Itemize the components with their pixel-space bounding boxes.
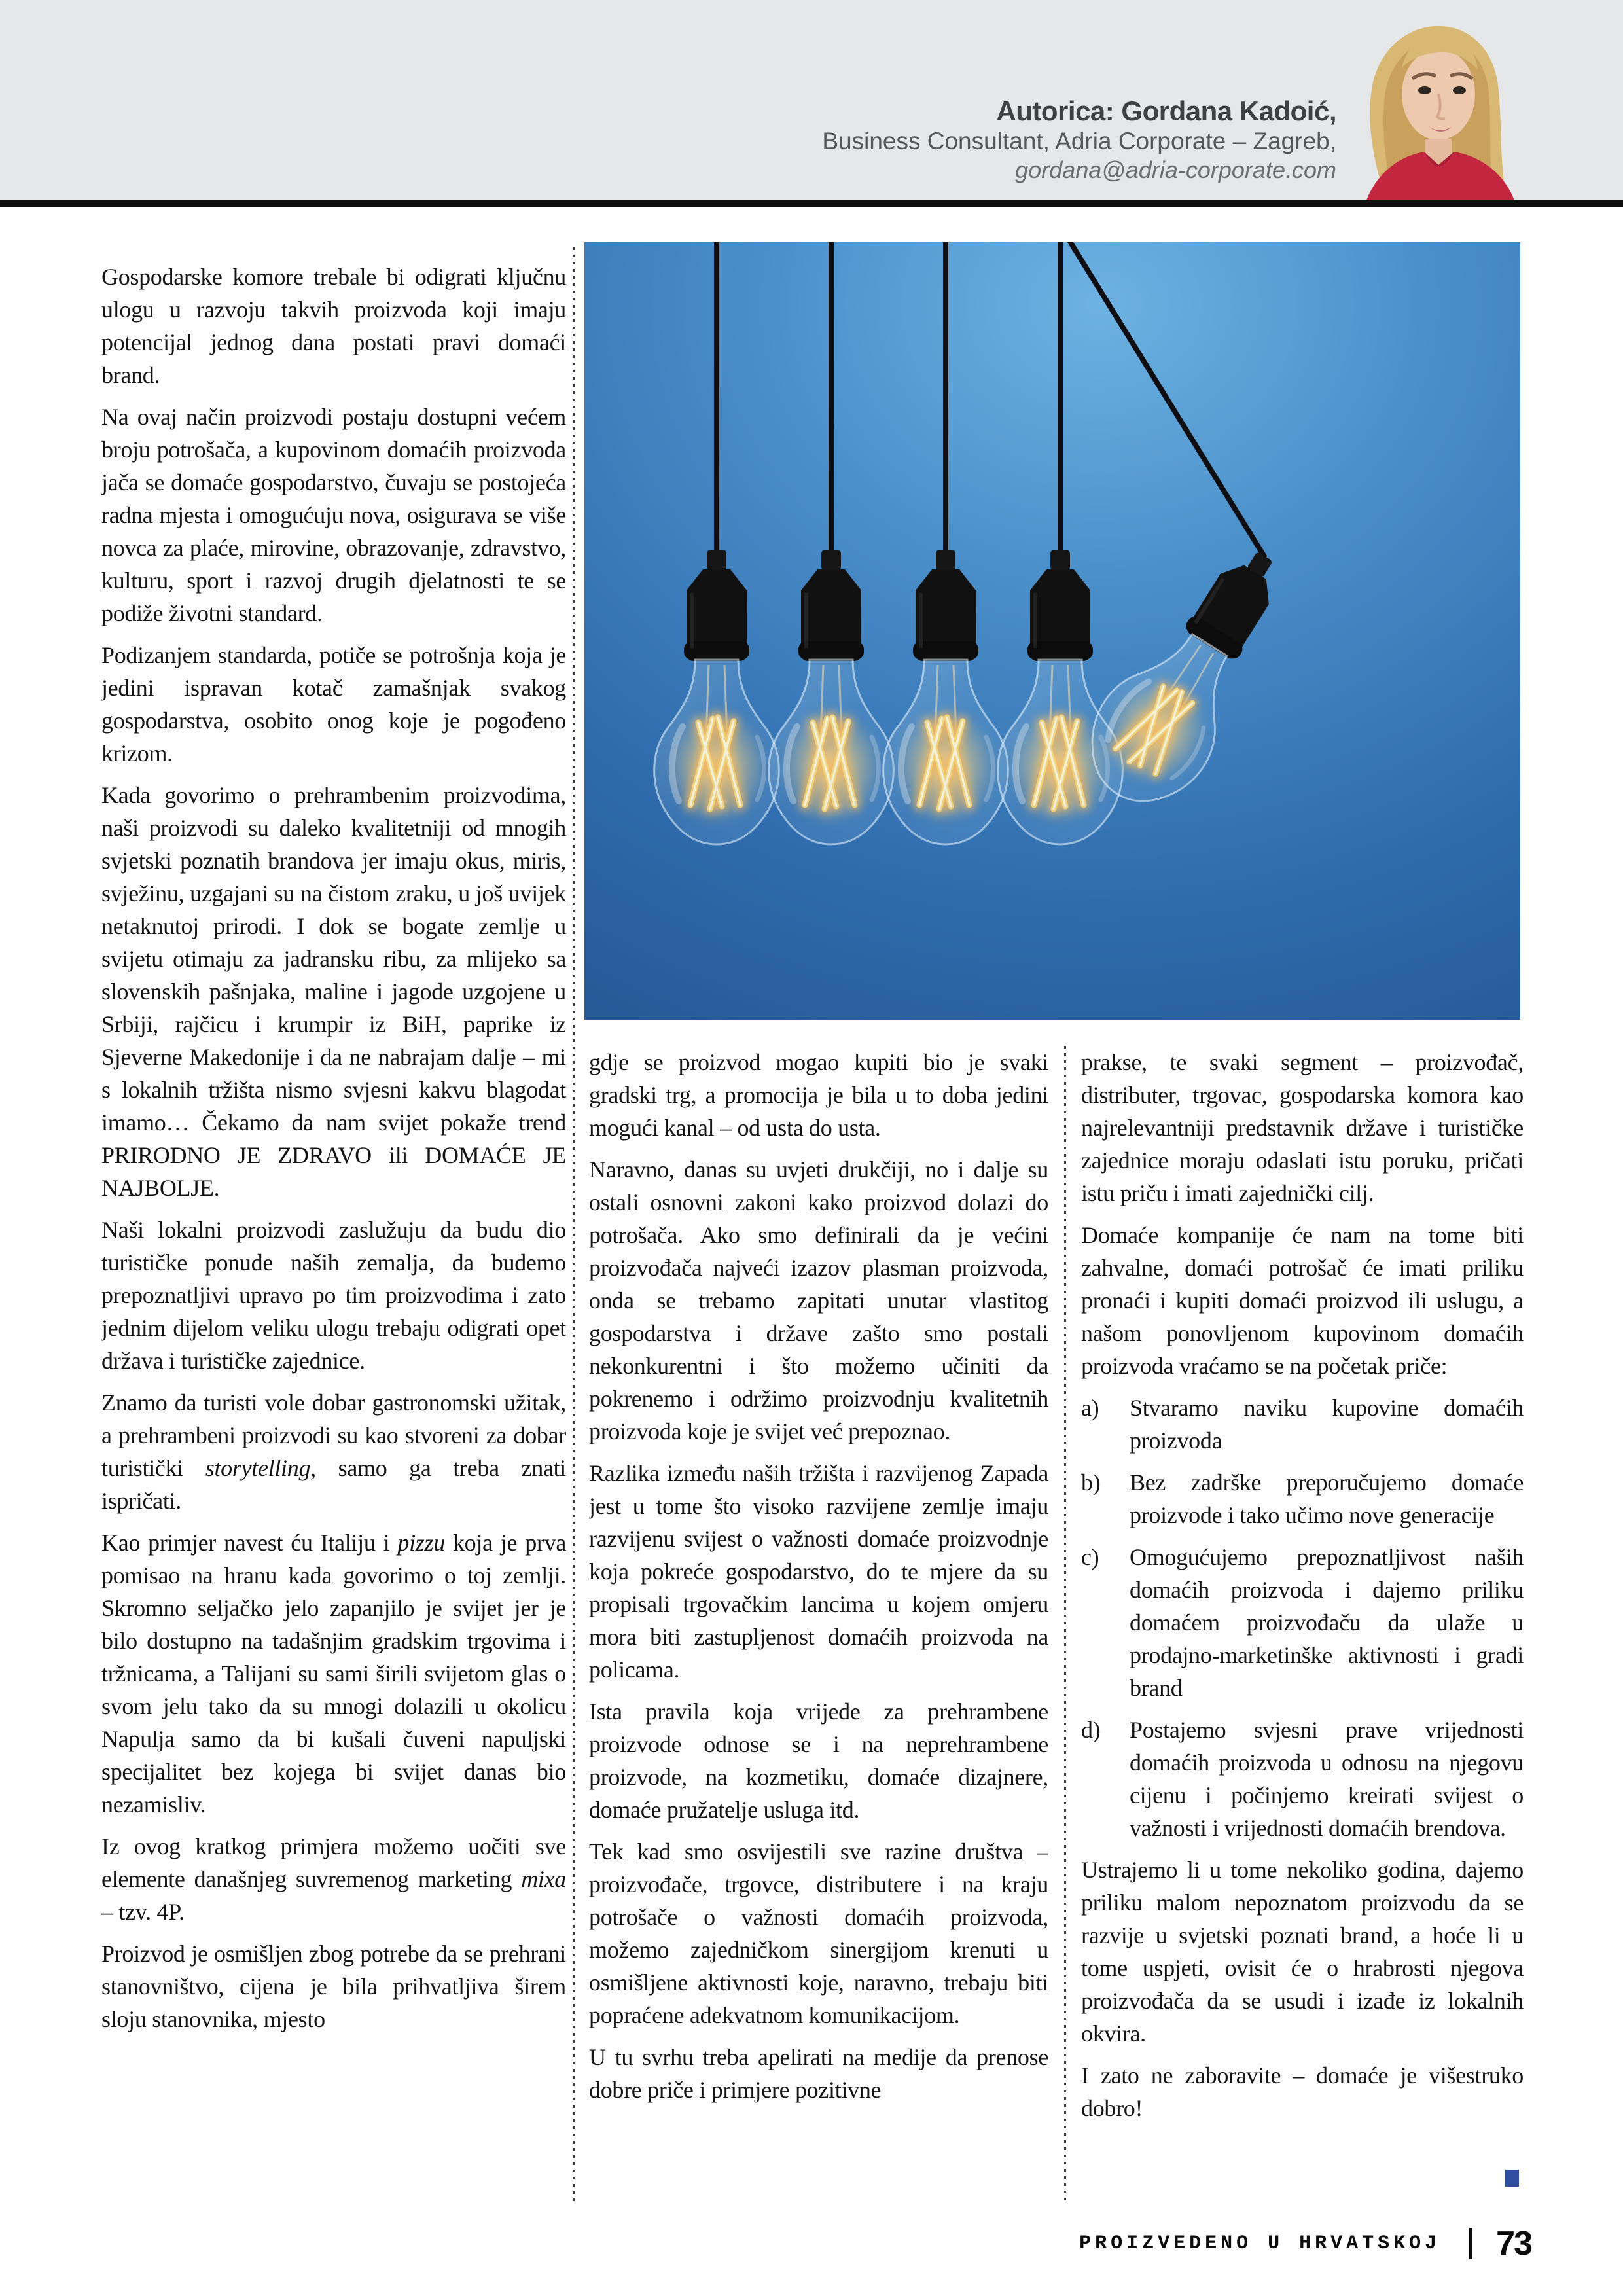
list-item: c) Omogućujemo prepoznatljivost naših domaćih proizvoda i dajemo priliku domaćem proizvođaču da ulaže u prodajno-marketinške aktivnosti i gradi brand [1081, 1541, 1524, 1704]
page-number: 73 [1496, 2225, 1531, 2263]
paragraph: Gospodarske komore trebale bi odigrati ključnu ulogu u razvoju takvih proizvoda koji imaju potencijal jednog dana postati pravi domaći brand. [101, 264, 566, 388]
list-item: b) Bez zadrške preporučujemo domaće proizvode i tako učimo nove generacije [1081, 1466, 1524, 1532]
paragraph: Tek kad smo osvijestili sve razine društva – proizvođače, trgovce, distributere i na kraju potrošače o važnosti domaćih proizvoda, možemo zajedničkom sinergijom krenuti u osmišljene aktivnosti koje, naravno, trebaju biti popraćene adekvatnom komunikacijom. [589, 1839, 1048, 2028]
column-separator-left [573, 247, 575, 2201]
paragraph: U tu svrhu treba apelirati na medije da prenose dobre priče i primjere pozitivne [589, 2044, 1048, 2103]
author-role: Business Consultant, Adria Corporate – Zagreb, [822, 128, 1336, 154]
paragraph: Ista pravila koja vrijede za prehrambene proizvode odnose se i na neprehrambene proizvode, na kozmetiku, domaće dizajnere, domaće pružatelje usluga itd. [589, 1698, 1048, 1823]
page-header [0, 0, 1623, 200]
page-footer [1079, 2224, 1531, 2263]
paragraph: Na ovaj način proizvodi postaju dostupni većem broju potrošača, a kupovinom domaćih proizvoda jača se domaće gospodarstvo, čuvaju se postojeća radna mjesta i omogućuju nova, osigurava se više novca za plaće, mirovine, obrazovanje, zdravstvo, kulturu, sport i razvoj drugih djelatnosti te se podiže životni standard. [101, 404, 566, 626]
list-marker: a) [1081, 1395, 1099, 1421]
author-info [822, 96, 1336, 185]
article-column-right [1081, 1046, 1524, 2221]
list-marker: b) [1081, 1469, 1101, 1496]
list-marker: c) [1081, 1544, 1099, 1570]
footer-separator [1469, 2228, 1472, 2259]
paragraph: Naši lokalni proizvodi zaslužuju da budu dio turističke ponude naših zemalja, da budemo prepoznatljivi upravo po tim proizvodima i zato jednim dijelom veliku ulogu trebaju odigrati opet država i turističke zajednice. [101, 1217, 566, 1374]
magazine-name: PROIZVEDENO U HRVATSKOJ [1079, 2233, 1441, 2255]
paragraph: Podizanjem standarda, potiče se potrošnja koja je jedini ispravan kotač zamašnjak svakog gospodarstva, osobito onog koje je pogođeno krizom. [101, 642, 566, 766]
list-item: d) Postajemo svjesni prave vrijednosti domaćih proizvoda u odnosu na njegovu cijenu i počinjemo kreirati svijest o važnosti i vrijednosti domaćih brendova. [1081, 1713, 1524, 1844]
paragraph: I zato ne zaboravite – domaće je višestruko dobro! [1081, 2062, 1524, 2121]
article-column-middle [589, 1046, 1048, 2221]
paragraph: Naravno, danas su uvjeti drukčiji, no i dalje su ostali osnovni zakoni kako proizvod dolazi do potrošača. Ako smo definirali da je većini proizvođača najveći izazov plasman proizvoda, onda se trebamo zapitati unutar vlastitog gospodarstva i države zašto smo postali nekonkurentni i što možemo učiniti da pokrenemo i održimo proizvodnju kvalitetnih proizvoda koje je svijet već prepoznao. [589, 1157, 1048, 1444]
header-divider [0, 200, 1623, 207]
paragraph: Znamo da turisti vole dobar gastronomski užitak, a prehrambeni proizvodi su kao stvoreni za dobar turistički storytelling, samo ga treba znati ispričati. [101, 1390, 566, 1514]
author-email: gordana@adria-corporate.com [1015, 156, 1336, 183]
paragraph: Proizvod je osmišljen zbog potrebe da se prehrani stanovništvo, cijena je bila prihvatljiva širem sloju stanovnika, mjesto [101, 1941, 566, 2032]
paragraph: Razlika između naših tržišta i razvijenog Zapada jest u tome što visoko razvijene zemlje imaju razvijenu svijest o važnosti domaće proizvodnje koja pokreće gospodarstvo, do te mjere da su propisali trgovačkim lancima u kojem omjeru mora biti zastupljenost domaćih proizvoda na policama. [589, 1460, 1048, 1683]
light-bulbs-photo [584, 242, 1520, 1020]
portrait-illustration [1366, 26, 1514, 200]
article-end-marker-icon [1505, 2170, 1519, 2187]
list-item: a) Stvaramo naviku kupovine domaćih proizvoda [1081, 1391, 1524, 1457]
paragraph: gdje se proizvod mogao kupiti bio je svaki gradski trg, a promocija je bila u to doba jedini mogući kanal – od usta do usta. [589, 1049, 1048, 1141]
author-name: Autorica: Gordana Kadoić, [996, 96, 1336, 126]
author-portrait-photo [1347, 10, 1539, 200]
article-column-left [101, 260, 566, 2214]
paragraph: Kao primjer navest ću Italiju i pizzu koja je prva pomisao na hranu kada govorimo o toj zemlji. Skromno seljačko jelo zapanjilo je svijet jer je bilo dostupno na tadašnjim gradskim trgovima i tržnicama, a Talijani su sami širili svijetom glas o svom jelu tako da su mnogi dolazili u okolicu Napulja samo da bi kušali čuveni napuljski specijalitet bez kojega bi svijet danas bio nezamisliv. [101, 1530, 566, 1818]
paragraph: prakse, te svaki segment – proizvođač, distributer, trgovac, gospodarska komora kao najrelevantniji predstavnik države i turističke zajednice moraju odaslati istu poruku, pričati istu priču i imati zajednički cilj. [1081, 1049, 1524, 1206]
paragraph: Ustrajemo li u tome nekoliko godina, dajemo priliku malom nepoznatom proizvodu da se razvije u svjetski poznati brand, a hoće li u tome uspjeti, ovisit će o hrabrosti njegova proizvođača da se usudi i izađe iz lokalnih okvira. [1081, 1857, 1524, 2047]
paragraph: Kada govorimo o prehrambenim proizvodima, naši proizvodi su daleko kvalitetniji od mnogih svjetski poznatih brandova jer imaju okus, miris, svježinu, uzgajani su na čistom zraku, u još uvijek netaknutoj prirodi. I dok se bogate zemlje u svijetu otimaju za jadransku ribu, za mlijeko sa slovenskih pašnjaka, maline i jagode uzgojene u Srbiji, rajčicu i krumpir iz BiH, paprike iz Sjeverne Makedonije i da ne nabrajam dalje – mi s lokalnih tržišta nismo svjesni kakvu blagodat imamo… Čekamo da nam svijet pokaže trend PRIRODNO JE ZDRAVO ili DOMAĆE JE NAJBOLJE. [101, 782, 566, 1201]
list-marker: d) [1081, 1717, 1101, 1743]
paragraph: Domaće kompanije će nam na tome biti zahvalne, domaći potrošač će imati priliku pronaći i kupiti domaći proizvod ili uslugu, a našom ponovljenom kupovinom domaćih proizvoda vraćamo se na početak priče: [1081, 1222, 1524, 1379]
column-separator-right [1064, 1046, 1066, 2201]
paragraph: Iz ovog kratkog primjera možemo uočiti sve elemente današnjeg suvremenog marketing mixa – tzv. 4P. [101, 1833, 566, 1925]
